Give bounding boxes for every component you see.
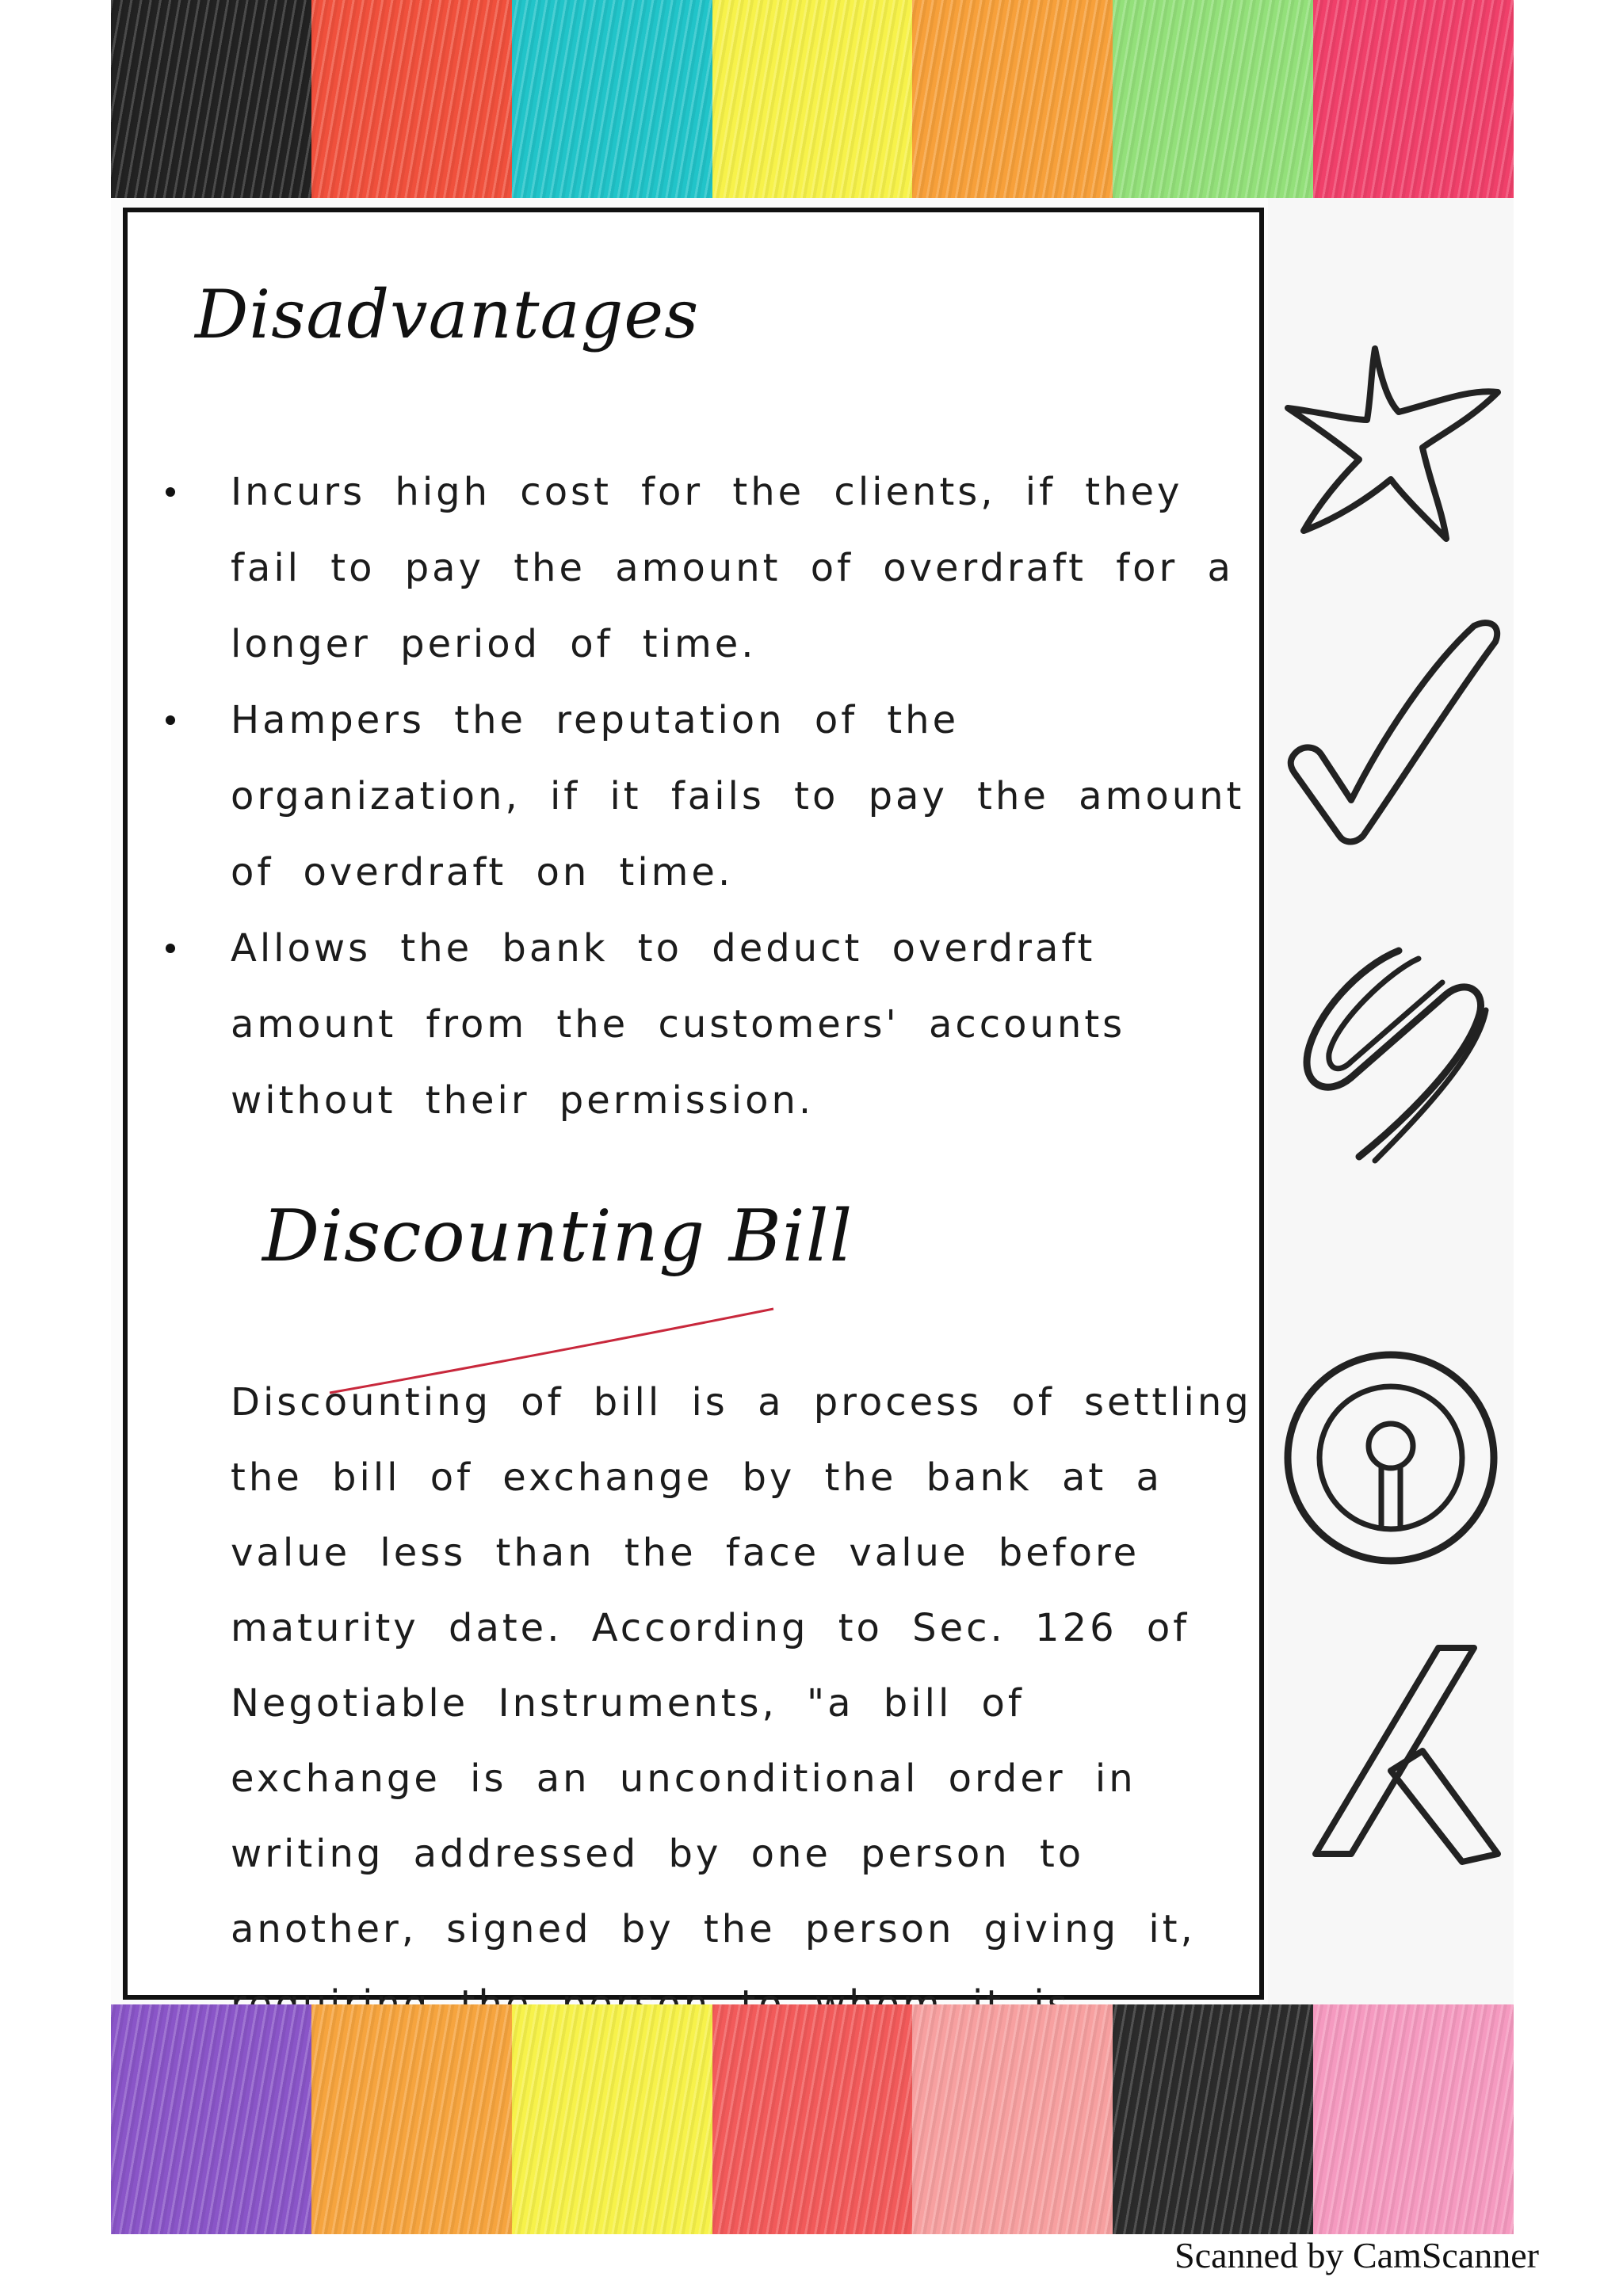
star-icon xyxy=(1272,317,1510,555)
disadvantages-heading: Disadvantages xyxy=(195,276,700,353)
swatch xyxy=(912,0,1113,198)
discounting-bill-heading: Discounting Bill xyxy=(262,1195,854,1278)
crayon-border-bottom xyxy=(111,2004,1514,2234)
list-item-text: Hampers the reputation of the organization, if it fails to pay the amount of overdraft on time. xyxy=(231,698,1245,894)
paperclip-icon xyxy=(1272,935,1510,1173)
swatch xyxy=(1313,0,1514,198)
swatch xyxy=(1113,2004,1313,2234)
swatch xyxy=(1113,0,1313,198)
list-item-text: Incurs high cost for the clients, if they fail to pay the amount of overdraft for a longer period of time. xyxy=(231,470,1234,666)
sbi-logo-icon xyxy=(1272,1331,1510,1569)
scanner-watermark: Scanned by CamScanner xyxy=(1174,2235,1539,2275)
crayon-border-top xyxy=(111,0,1514,198)
swatch xyxy=(1313,2004,1514,2234)
bullet-dot-icon xyxy=(166,944,175,953)
bullet-dot-icon xyxy=(166,487,175,497)
disadvantages-list xyxy=(151,454,1253,1138)
swatch xyxy=(311,2004,512,2234)
swatch xyxy=(111,0,311,198)
swatch xyxy=(111,2004,311,2234)
swatch xyxy=(311,0,512,198)
swatch xyxy=(712,2004,913,2234)
discounting-bill-paragraph: Discounting of bill is a process of settling the bill of exchange by the bank at a value less than the face value before maturity date. According to Sec. 126 of Negotiable Instruments, "a bill of exchange is an unconditional order in writing addressed by one person to another, signed by the person giving it, xyxy=(231,1380,1252,1951)
swatch xyxy=(512,2004,712,2234)
list-item xyxy=(151,454,1253,682)
checkmark-icon xyxy=(1272,610,1510,848)
list-item xyxy=(151,682,1253,910)
list-item xyxy=(151,910,1253,1138)
swatch xyxy=(912,2004,1113,2234)
letter-k-icon xyxy=(1272,1632,1510,1870)
bullet-dot-icon xyxy=(166,715,175,725)
swatch xyxy=(712,0,913,198)
list-item-text: Allows the bank to deduct overdraft amount from the customers' accounts without their permission. xyxy=(231,926,1126,1123)
notes-box xyxy=(123,208,1264,2000)
swatch xyxy=(512,0,712,198)
